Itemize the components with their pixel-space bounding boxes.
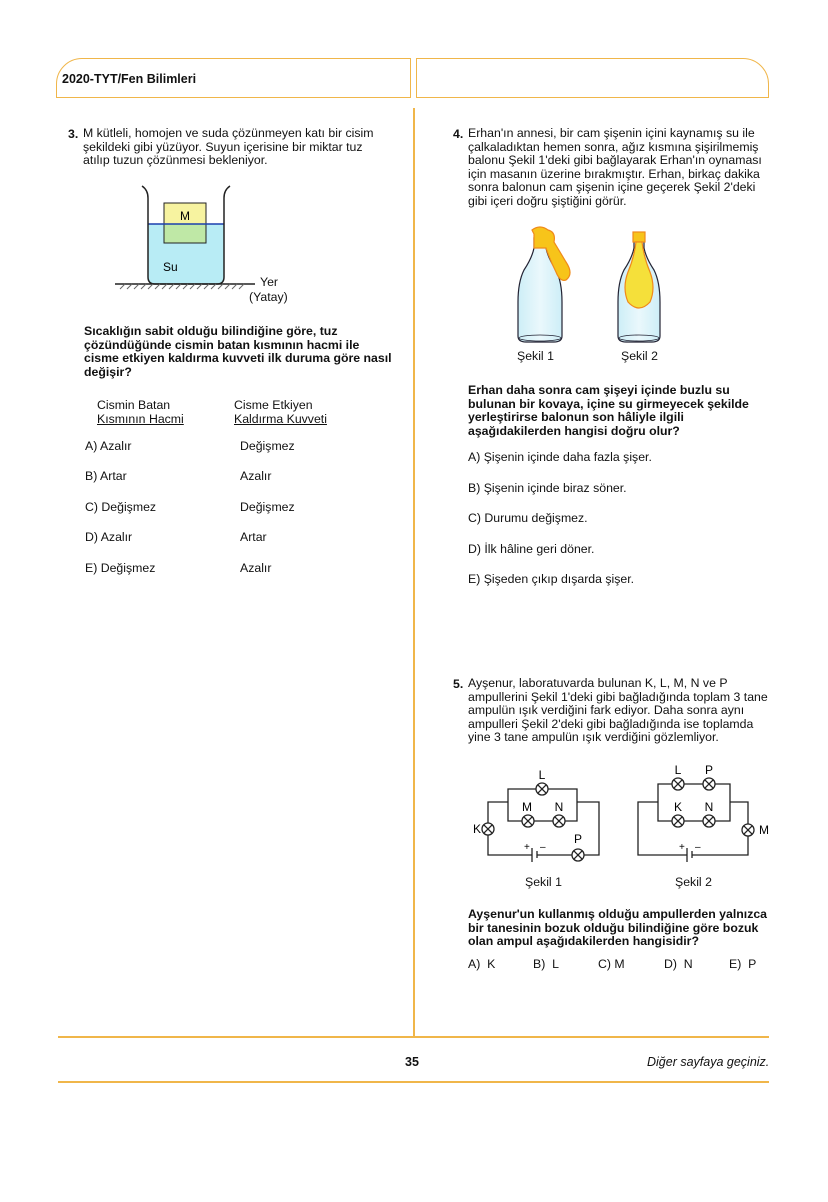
stem-line: Ayşenur, laboratuvarda bulunan K, L, M, N ve P — [468, 676, 728, 690]
prompt-line: Ayşenur'un kullanmış olduğu ampullerden yalnızca — [468, 907, 768, 921]
next-page-note: Diğer sayfaya geçiniz. — [647, 1055, 770, 1069]
figure-1-caption: Şekil 1 — [517, 349, 554, 363]
bulb-label-k: K — [673, 800, 683, 814]
bulb-label-p: P — [573, 832, 583, 846]
q5-option-a[interactable]: A) K — [468, 957, 496, 971]
q4-option-e[interactable]: E) Şişeden çıkıp dışarda şişer. — [468, 572, 635, 586]
q5-option-d[interactable]: D) N — [664, 957, 693, 971]
question-4-prompt — [468, 384, 749, 438]
q4-option-c[interactable]: C) Durumu değişmez. — [468, 511, 588, 525]
svg-text:–: – — [695, 842, 701, 853]
q3-option-e[interactable]: E) Değişmez — [85, 561, 156, 575]
q5-option-e[interactable]: E) P — [729, 957, 757, 971]
q3-option-d-value: Artar — [240, 530, 267, 544]
liquid-label: Su — [163, 260, 178, 274]
column-header-line: Cismin Batan — [97, 398, 171, 412]
svg-text:+: + — [524, 842, 530, 853]
bulb-label-l: L — [674, 763, 682, 777]
prompt-line: bir tanesinin bozuk olduğu bilindiğine göre bozuk — [468, 920, 759, 935]
column-2-header — [234, 399, 327, 426]
q4-option-d[interactable]: D) İlk hâline geri döner. — [468, 542, 595, 556]
column-divider — [413, 108, 415, 1038]
stem-line: atılıp tuzun çözünmesi bekleniyor. — [83, 153, 268, 168]
footer-bottom-rule — [58, 1081, 769, 1083]
prompt-line: aşağıdakilerden hangisi doğru olur? — [468, 423, 680, 438]
prompt-line: Erhan daha sonra cam şişeyi içinde buzlu su — [468, 383, 730, 397]
prompt-line: değişir? — [84, 364, 132, 379]
column-1-header — [97, 399, 184, 426]
column-header-line: Kaldırma Kuvveti — [234, 411, 327, 426]
bulb-label-m: M — [522, 800, 532, 814]
q3-option-d[interactable]: D) Azalır — [85, 530, 133, 544]
question-5-prompt — [468, 908, 767, 949]
question-3-prompt — [84, 325, 392, 379]
question-4-stem — [468, 127, 762, 209]
stem-line: Erhan'ın annesi, bir cam şişenin içini kaynamış su ile — [468, 126, 755, 140]
page-number: 35 — [405, 1055, 419, 1069]
exam-title: 2020-TYT/Fen Bilimleri — [62, 72, 197, 86]
q3-option-b-value: Azalır — [240, 469, 272, 483]
bulb-label-m: M — [759, 823, 769, 837]
prompt-line: bulunan bir kovaya, içine su girmeyecek şekilde — [468, 396, 749, 411]
q3-option-e-value: Azalır — [240, 561, 272, 575]
q3-option-b[interactable]: B) Artar — [85, 469, 127, 483]
bulb-label-l: L — [538, 768, 546, 782]
figure-2-caption: Şekil 2 — [621, 349, 658, 363]
question-3-stem — [83, 127, 373, 168]
question-5-number: 5. — [453, 677, 464, 691]
prompt-line: yerleştirirse balonun son hâliyle ilgili — [468, 410, 684, 425]
ground-sublabel: (Yatay) — [249, 290, 288, 304]
svg-text:–: – — [540, 842, 546, 853]
bulb-label-p: P — [704, 763, 714, 777]
circuit-1-caption: Şekil 1 — [525, 875, 562, 889]
q3-option-c[interactable]: C) Değişmez — [85, 500, 157, 514]
stem-line: ampulün ışık verdiğini fark ediyor. Daha sonra aynı — [468, 703, 745, 718]
prompt-line: olan ampul aşağıdakilerden hangisidir? — [468, 934, 699, 949]
stem-line: şekildeki gibi yüzüyor. Suyun içerisine bir miktar tuz — [83, 139, 363, 154]
q4-option-b[interactable]: B) Şişenin içinde biraz söner. — [468, 481, 627, 495]
stem-line: M kütleli, homojen ve suda çözünmeyen katı bir cisim — [83, 126, 374, 140]
prompt-line: cisme etkiyen kaldırma kuvveti ilk duruma göre nasıl — [84, 351, 392, 366]
circuit-2-caption: Şekil 2 — [675, 875, 712, 889]
q5-option-b[interactable]: B) L — [533, 957, 559, 971]
prompt-line: Sıcaklığın sabit olduğu bilindiğine göre, tuz — [84, 324, 338, 338]
q3-option-a-value: Değişmez — [240, 439, 295, 453]
q5-option-c[interactable]: C) M — [598, 957, 625, 971]
stem-line: ampullerini Şekil 1'deki gibi bağladığında toplam 3 tane — [468, 689, 768, 704]
column-header-line: Cisme Etkiyen — [234, 398, 313, 412]
bulb-label-k: K — [473, 822, 482, 836]
stem-line: balonu Şekil 1'deki gibi bağlayarak Erhan'ın oynaması — [468, 153, 762, 168]
question-3-number: 3. — [68, 127, 79, 141]
stem-line: çalkaladıktan hemen sonra, ağız kısmına şişirilmemiş — [468, 139, 759, 154]
bottle-figure — [490, 222, 690, 352]
q4-option-a[interactable]: A) Şişenin içinde daha fazla şişer. — [468, 450, 652, 464]
question-4-number: 4. — [453, 127, 464, 141]
header-right-box — [416, 58, 769, 98]
stem-line: yine 3 tane ampulün ışık verdiğini gözlemliyor. — [468, 730, 719, 745]
footer-top-rule — [58, 1036, 769, 1038]
stem-line: için masanın üzerine bırakmıştır. Erhan, birkaç dakika — [468, 166, 760, 181]
svg-text:+: + — [679, 842, 685, 853]
bulb-label-n: N — [704, 800, 714, 814]
object-label: M — [180, 209, 190, 223]
ground-label: Yer — [260, 275, 279, 289]
q3-option-a[interactable]: A) Azalır — [85, 439, 132, 453]
q3-option-c-value: Değişmez — [240, 500, 295, 514]
stem-line: ampulleri Şekil 2'deki gibi bağladığında ise toplamda — [468, 716, 754, 731]
question-5-stem — [468, 677, 768, 745]
stem-line: sonra balonun cam şişenin içine geçerek Şekil 2'deki — [468, 180, 756, 195]
bulb-label-n: N — [554, 800, 564, 814]
stem-line: gibi içeri doğru şiştiğini görür. — [468, 193, 627, 208]
column-header-line: Kısmının Hacmi — [97, 411, 184, 426]
prompt-line: çözündüğünde cismin batan kısmının hacmi ile — [84, 337, 360, 352]
